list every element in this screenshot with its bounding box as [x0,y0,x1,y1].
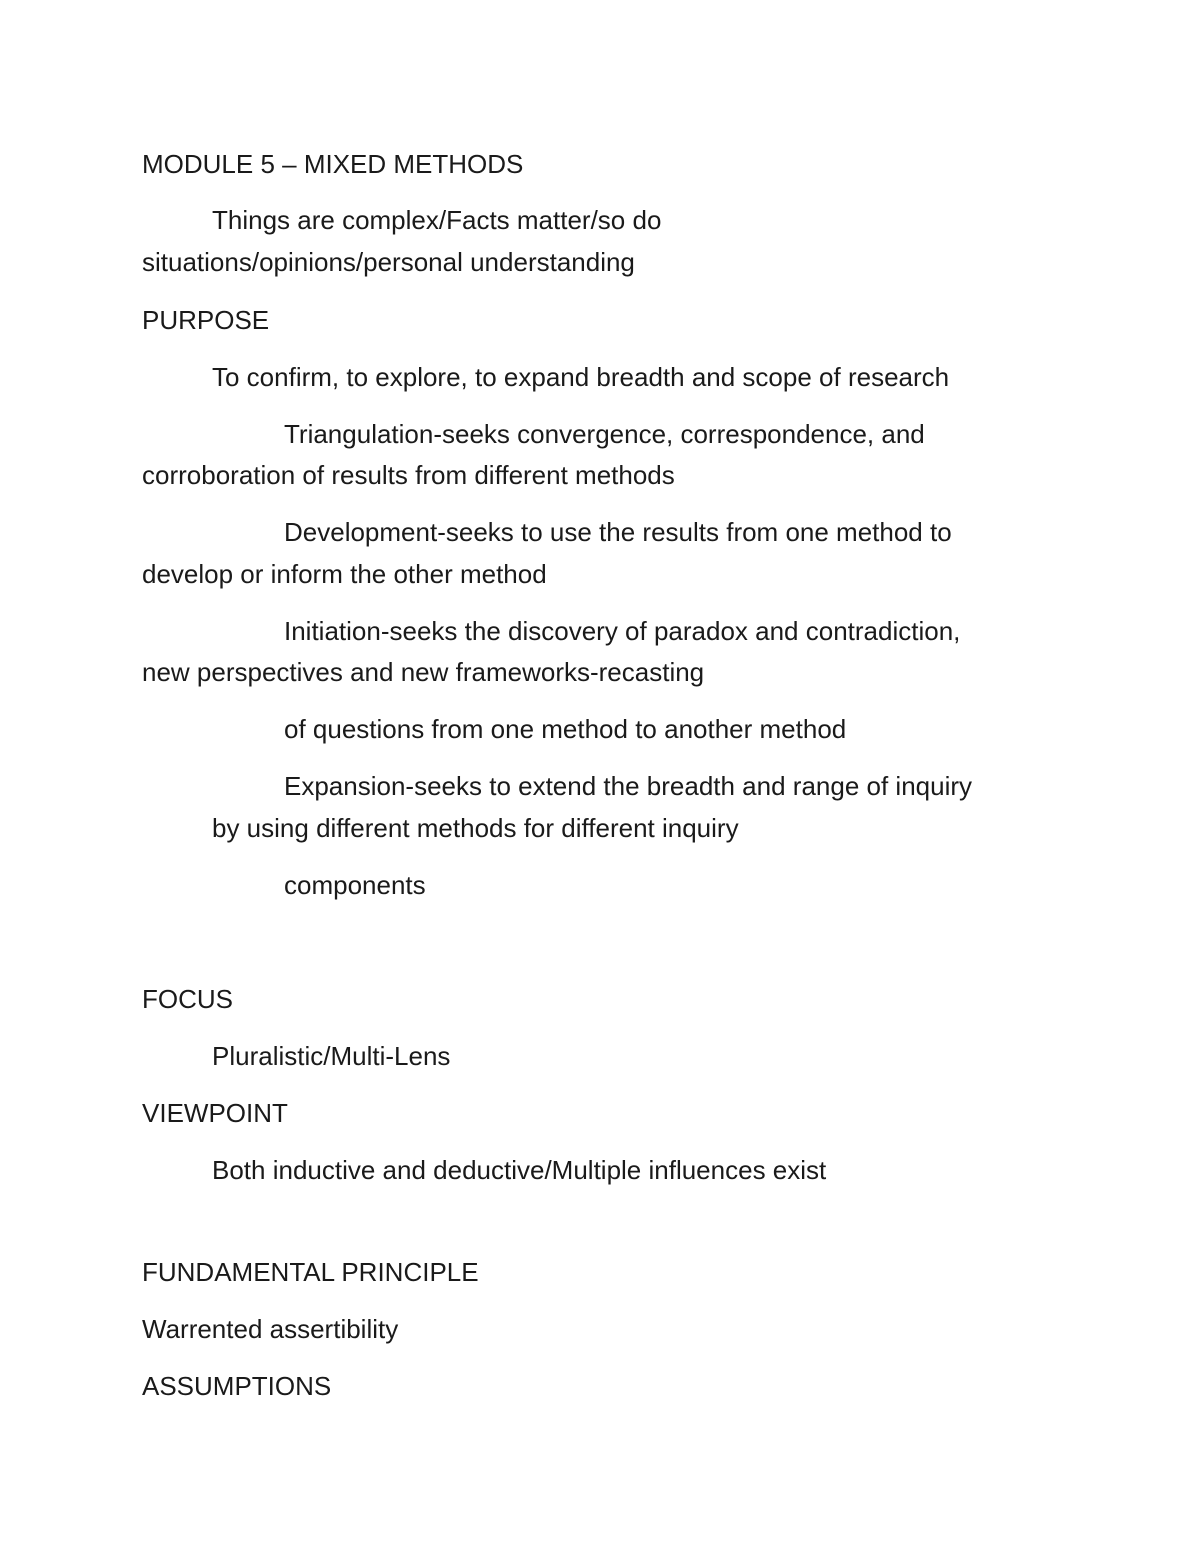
development-line-1: Development-seeks to use the results from one method to [284,517,952,547]
initiation-line-2: new perspectives and new frameworks-recasting [142,657,705,687]
development-line-2: develop or inform the other method [142,559,547,589]
initiation-line-1: Initiation-seeks the discovery of paradox and contradiction, [284,616,961,646]
intro-line-2: situations/opinions/personal understanding [142,247,635,277]
viewpoint-text: Both inductive and deductive/Multiple influences exist [212,1155,827,1185]
purpose-heading: PURPOSE [142,305,270,335]
page-title: MODULE 5 – MIXED METHODS [142,149,524,179]
expansion-line-2: by using different methods for different inquiry [212,813,739,843]
focus-heading: FOCUS [142,984,233,1014]
focus-text: Pluralistic/Multi-Lens [212,1041,451,1071]
expansion-line-1: Expansion-seeks to extend the breadth and range of inquiry [284,771,973,801]
triangulation-line-2: corroboration of results from different methods [142,460,675,490]
intro-line-1: Things are complex/Facts matter/so do [212,205,662,235]
expansion-line-3: components [284,870,426,900]
viewpoint-heading: VIEWPOINT [142,1098,288,1128]
purpose-summary: To confirm, to explore, to expand breadth and scope of research [212,362,950,392]
assumptions-heading: ASSUMPTIONS [142,1371,332,1401]
fundamental-principle-heading: FUNDAMENTAL PRINCIPLE [142,1257,479,1287]
triangulation-line-1: Triangulation-seeks convergence, correspondence, and [284,419,925,449]
fundamental-principle-text: Warrented assertibility [142,1314,399,1344]
initiation-line-3: of questions from one method to another method [284,714,847,744]
